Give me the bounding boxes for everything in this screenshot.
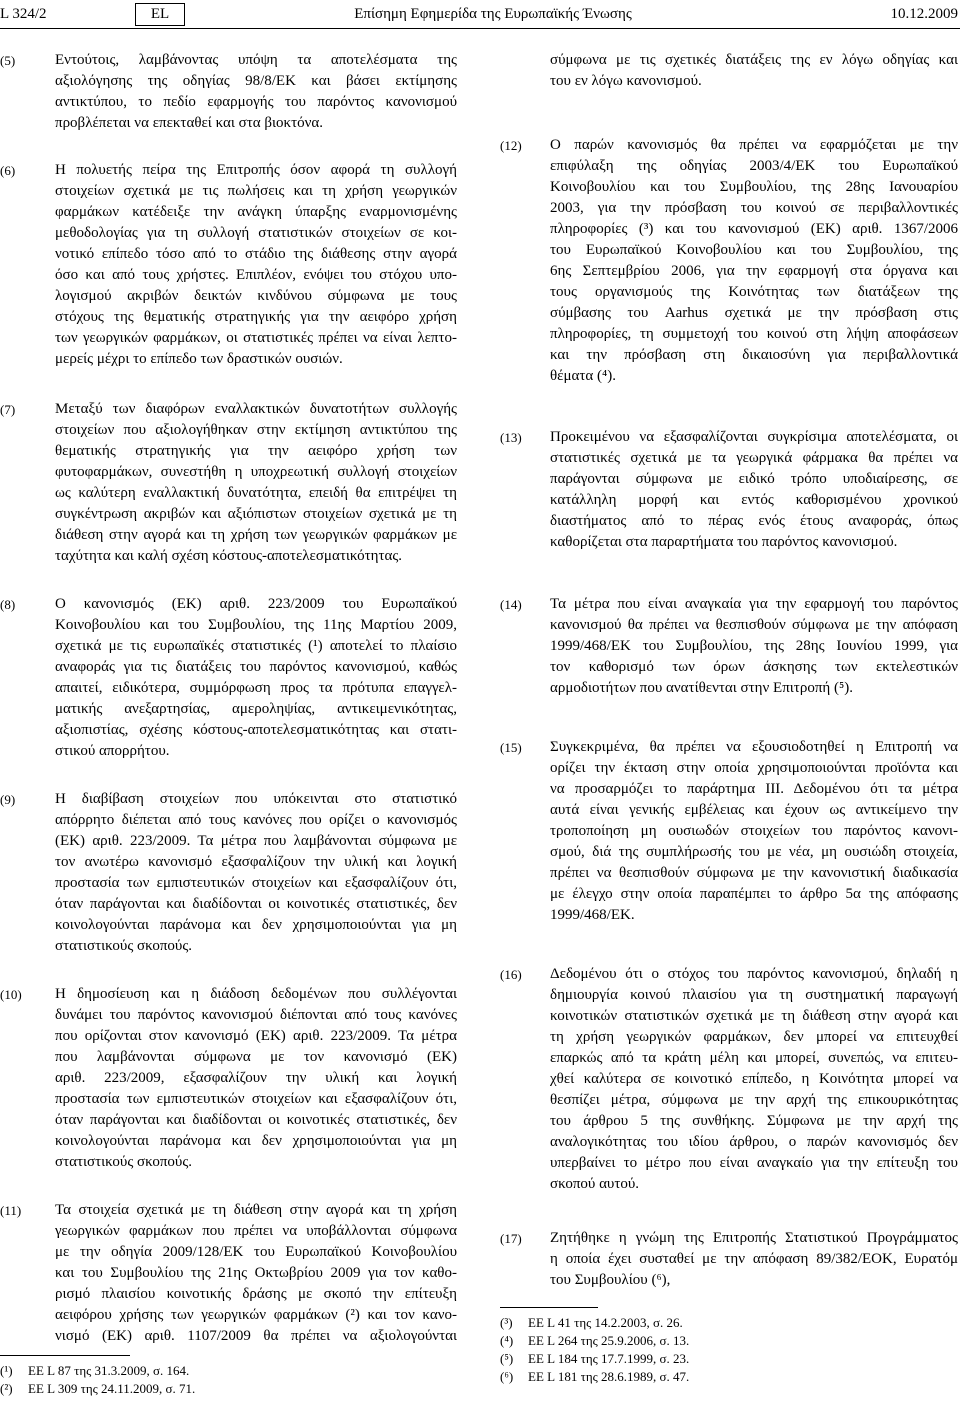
text-line: ταχύτητα και καλή σχέση κόστους-αποτελεσματικότητας. — [55, 548, 403, 564]
text-line: Ο παρών κανονισμός θα πρέπει να εφαρμόζεται με την — [550, 137, 958, 153]
recital-number: (7) — [0, 402, 16, 417]
footnote-marker: (¹) — [0, 1363, 13, 1378]
text-line: Συγκεκριμένα, θα πρέπει να εξουσιοδοτηθεί η Επιτροπή να — [550, 739, 958, 755]
text-line: 2003, για την πρόσβαση του κοινού σε περιβαλλοντικές — [550, 200, 958, 216]
recital-text — [55, 594, 457, 762]
text-line: στόχους της θεματικής στρατηγικής για την αειφόρο χρήση — [55, 309, 457, 325]
footnote-marker: (⁵) — [500, 1351, 514, 1366]
text-line: σύμβασης του Aarhus σχετικά με την πρόσβαση στις — [550, 305, 958, 321]
text-line: στικού απορρήτου. — [55, 743, 170, 759]
text-line: φαρμάκων κατέδειξε την ανάγκη ύπαρξης εναρμονισμένης — [55, 204, 457, 220]
recital-number: (10) — [0, 987, 22, 1002]
footnote-rule — [0, 1355, 130, 1356]
publication-date: 10.12.2009 — [890, 6, 958, 22]
footnote-marker: (²) — [0, 1381, 13, 1396]
text-line: Εντούτοις, λαμβάνοντας υπόψη τα αποτελέσματα της — [55, 52, 457, 68]
footnotes-right — [500, 1314, 689, 1386]
text-line: αντικτύπου, το πεδίο εφαρμογής του παρόντος κανονισμού — [55, 94, 457, 110]
text-line: τον καθορισμό των όρων άσκησης των εκτελεστικών — [550, 659, 958, 675]
text-line: Κοινοβουλίου και του Συμβουλίου, της 11ης Μαρτίου 2009, — [55, 617, 457, 633]
text-line: Ο κανονισμός (ΕΚ) αριθ. 223/2009 του Ευρωπαϊκού — [55, 596, 457, 612]
text-line: ως καλύτερη εναλλακτική δυνατότητα, επειδή θα επιτρέψει τη — [55, 485, 457, 501]
recital-number: (6) — [0, 163, 16, 178]
text-line: ματικής ανεξαρτησίας, αμεροληψίας, αντικειμενικότητας, — [55, 701, 457, 717]
footnote-marker: (⁴) — [500, 1333, 514, 1348]
text-line: απόρρητο διέπεται από τους κανόνες που ορίζει ο κανονισμός — [55, 812, 457, 828]
text-line: θέματα (⁴). — [550, 368, 616, 384]
text-line: Δεδομένου ότι ο στόχος του παρόντος κανονισμού, δηλαδή η — [550, 966, 958, 982]
text-line: Τα μέτρα που είναι αναγκαία για την εφαρμογή του παρόντος — [550, 596, 958, 612]
text-line: του άρθρου 5 της συνθήκης. Σύμφωνα με την αρχή της — [550, 1113, 958, 1129]
text-line: αειφόρου χρήσης των γεωργικών φαρμάκων (²) και τον κανο- — [55, 1307, 457, 1323]
text-line: ρισμό πλαισίου κοινοτικής δράσης με σκοπό την επίτευξη — [55, 1286, 457, 1302]
text-line: η οποία έχει συσταθεί με την απόφαση 89/382/ΕΟΚ, Ευρατόμ — [550, 1251, 958, 1267]
text-line: θεσπίζει μέτρα, σύμφωνα με την αρχή της επικουρικότητας — [550, 1092, 958, 1108]
footnote-text: ΕΕ L 184 της 17.7.1999, σ. 23. — [528, 1351, 690, 1366]
recital-number: (14) — [500, 597, 522, 612]
footnote-marker: (⁶) — [500, 1369, 514, 1384]
recital-text — [550, 427, 958, 553]
text-line: κανονισμού θα πρέπει να θεσπισθούν σύμφωνα με την απόφαση — [550, 617, 958, 633]
recital-number: (9) — [0, 792, 16, 807]
text-line: δυνάμει του παρόντος κανονισμού διέπονται από τους κανόνες — [55, 1007, 457, 1023]
footnote — [0, 1362, 195, 1380]
text-line: στατιστικούς σκοπούς. — [55, 1154, 193, 1170]
text-line: προστασία των εμπιστευτικών στοιχείων και εξασφαλίζουν ότι, — [55, 875, 457, 891]
text-line: Τα στοιχεία σχετικά με τη διάθεση στην αγορά και τη χρήση — [55, 1202, 457, 1218]
text-line: Κοινοβουλίου και του Συμβουλίου, της 28ης Ιανουαρίου — [550, 179, 958, 195]
text-line: των γεωργικών φαρμάκων, οι στατιστικές πρέπει να είναι λεπτο- — [55, 330, 457, 346]
text-line: θεματικής στρατηγικής για την αειφόρο χρήση των — [55, 443, 457, 459]
recital-text — [550, 50, 958, 92]
text-line: σχετικά με τις ευρωπαϊκές στατιστικές (¹) αποτελεί το πλαίσιο — [55, 638, 457, 654]
text-line: κοινοτικών στατιστικών σχετικά με τη διάθεση στην αγορά και — [550, 1008, 958, 1024]
text-line: γεωργικών φαρμάκων που πρέπει να υποβάλλονται σύμφωνα — [55, 1223, 457, 1239]
recital-text — [550, 964, 958, 1195]
footnote — [500, 1314, 689, 1332]
text-line: 1999/468/ΕΚ. — [550, 907, 635, 923]
text-line: στατιστικούς σκοπούς. — [55, 938, 193, 954]
text-line: συγκέντρωση ακριβών και αξιόπιστων στοιχείων σχετικά με τη — [55, 506, 457, 522]
footnote-text: ΕΕ L 181 της 28.6.1989, σ. 47. — [528, 1369, 690, 1384]
text-line: παράγονται σύμφωνα με ειδικό τρόπο υποδιαίρεσης, σε — [550, 471, 958, 487]
recital-text — [550, 594, 958, 699]
footnote-rule — [500, 1307, 598, 1308]
recital-text — [55, 399, 457, 567]
header-rule — [0, 28, 960, 29]
text-line: αξιοπιστίας, σχέσης κόστους-αποτελεσματικότητας και στατι- — [55, 722, 457, 738]
text-line: σύμφωνα με τις σχετικές διατάξεις της εν λόγω οδηγίας και — [550, 52, 958, 68]
recital-text — [550, 737, 958, 926]
recital-number: (11) — [0, 1203, 22, 1218]
recital-text — [55, 984, 457, 1173]
footnote-text: ΕΕ L 309 της 24.11.2009, σ. 71. — [28, 1381, 196, 1396]
text-line: 6ης Σεπτεμβρίου 2006, για την εφαρμογή στα όργανα και — [550, 263, 958, 279]
recital-number: (12) — [500, 138, 522, 153]
text-line: Προκειμένου να εξασφαλίζονται συγκρίσιμα αποτελέσματα, οι — [550, 429, 958, 445]
text-line: τροποποίηση μη ουσιωδών στοιχείων του παρόντος κανονι- — [550, 823, 958, 839]
text-line: φυτοφαρμάκων, συνεστήθη η υποχρεωτική συλλογή στοιχείων — [55, 464, 457, 480]
footnote-text: ΕΕ L 264 της 25.9.2006, σ. 13. — [528, 1333, 690, 1348]
text-line: και του Συμβουλίου της 21ης Οκτωβρίου 2009 για τον καθο- — [55, 1265, 457, 1281]
text-line: σμού, διά της συμπλήρωσής του με νέα, μη ουσιώδη στοιχεία, — [550, 844, 958, 860]
text-line: του Ευρωπαϊκού Κοινοβουλίου και του Συμβουλίου, της — [550, 242, 958, 258]
text-line: υπερβαίνει το μέτρο που είναι αναγκαίο για την επίτευξη του — [550, 1155, 958, 1171]
footnote-marker: (³) — [500, 1315, 513, 1330]
text-line: τον ανωτέρω κανονισμό εξασφαλίζουν την υλική και λογική — [55, 854, 457, 870]
text-line: μερείς μέχρι το επίπεδο των δραστικών ουσιών. — [55, 351, 343, 367]
journal-title: Επίσημη Εφημερίδα της Ευρωπαϊκής Ένωσης — [354, 6, 632, 22]
recital-text — [550, 135, 958, 387]
text-line: απαιτεί, ειδικότερα, συμμόρφωση προς τα πρότυπα επαγγελ- — [55, 680, 457, 696]
text-line: στοιχείων που αξιολογήθηκαν στην εκτίμηση αντικτύπου της — [55, 422, 457, 438]
recital-number: (5) — [0, 53, 16, 68]
text-line: (ΕΚ) αριθ. 223/2009. Τα μέτρα που λαμβάνονται σύμφωνα με — [55, 833, 457, 849]
text-line: διάθεση στην αγορά και τη χρήση των γεωργικών φαρμάκων με — [55, 527, 457, 543]
text-line: νοτικό επίπεδο τόσο από το στάδιο της διάθεσης στην αγορά — [55, 246, 457, 262]
text-line: λογισμού ακριβών δεικτών κινδύνου σύμφωνα με τους — [55, 288, 457, 304]
text-line: να προσαρμόζει το παράρτημα ΙΙΙ. Δεδομένου ότι τα μέτρα — [550, 781, 958, 797]
text-line: στατιστικές σχετικά με τα γεωργικά φάρμακα θα πρέπει να — [550, 450, 958, 466]
recital-number: (13) — [500, 430, 522, 445]
recital-text — [55, 789, 457, 957]
text-line: πρέπει να θεσπισθούν σύμφωνα με την κανονιστική διαδικασία — [550, 865, 958, 881]
recital-text — [55, 160, 457, 370]
footnote-text: ΕΕ L 41 της 14.2.2003, σ. 26. — [528, 1315, 683, 1330]
text-line: χθεί καλύτερα σε κοινοτικό επίπεδο, η Κοινότητα μπορεί να — [550, 1071, 958, 1087]
text-line: αριθ. 223/2009, εξασφαλίζουν την υλική και λογική — [55, 1070, 457, 1086]
text-line: προβλέπεται να επεκταθεί και στα βιοκτόνα. — [55, 115, 324, 131]
text-line: αναλογικότητας του ιδίου άρθρου, ο παρών κανονισμός δεν — [550, 1134, 958, 1150]
text-line: νισμό (ΕΚ) αριθ. 1107/2009 θα πρέπει να αξιολογούνται — [55, 1328, 457, 1344]
text-line: τους οργανισμούς της Κοινότητας των διατάξεων της — [550, 284, 958, 300]
footnote — [500, 1350, 689, 1368]
text-line: 1999/468/ΕΚ του Συμβουλίου, της 28ης Ιουνίου 1999, για — [550, 638, 958, 654]
text-line: πληροφορίες (³) και του κανονισμού (ΕΚ) αριθ. 1367/2006 — [550, 221, 958, 237]
text-line: μεθοδολογίας για τη συλλογή στατιστικών στοιχείων σε κοι- — [55, 225, 457, 241]
recital-text — [55, 50, 457, 134]
text-line: Ζητήθηκε η γνώμη της Επιτροπής Στατιστικού Προγράμματος — [550, 1230, 958, 1246]
text-line: που λαμβάνονται σύμφωνα με τον κανονισμό (ΕΚ) — [55, 1049, 457, 1065]
text-line: δημιουργία κοινού πλαισίου για τη συστηματική παραγωγή — [550, 987, 958, 1003]
text-line: αξιολόγησης της οδηγίας 98/8/ΕΚ και βάσει εκτίμησης — [55, 73, 457, 89]
text-line: αναφοράς για τις διατάξεις του παρόντος κανονισμού, καθώς — [55, 659, 457, 675]
text-line: πληροφορίες, τη συμμετοχή του κοινού στη λήψη αποφάσεων — [550, 326, 958, 342]
language-badge: EL — [135, 3, 185, 26]
text-line: όταν παράγονται και διαδίδονται οι κοινοτικές στατιστικές, δεν — [55, 1112, 457, 1128]
footnote — [500, 1368, 689, 1386]
text-line: Η διαβίβαση στοιχείων που υπόκεινται στο στατιστικό — [55, 791, 457, 807]
text-line: με την οδηγία 2009/128/ΕΚ του Ευρωπαϊκού Κοινοβουλίου — [55, 1244, 457, 1260]
text-line: διαστήματος από το πέρας ενός έτους αναφοράς, όπως — [550, 513, 958, 529]
page-reference: L 324/2 — [0, 6, 47, 22]
text-line: που ορίζονται στον κανονισμό (ΕΚ) αριθ. 223/2009. Τα μέτρα — [55, 1028, 457, 1044]
text-line: και την πρόσβαση στη δικαιοσύνη για περιβαλλοντικά — [550, 347, 958, 363]
text-line: καθορίζεται στα παραρτήματα του παρόντος κανονισμού. — [550, 534, 898, 550]
text-line: του Συμβουλίου (⁶), — [550, 1272, 671, 1288]
text-line: όσο και από τους χρήστες. Επιπλέον, ενόψει του στόχου υπο- — [55, 267, 457, 283]
text-line: σκοπού αυτού. — [550, 1176, 640, 1192]
text-line: ορίζει την έκταση στην οποία χρησιμοποιούνται προϊόντα και — [550, 760, 958, 776]
text-line: κατάλληλη μορφή και εντός καθορισμένου χρονικού — [550, 492, 958, 508]
recital-text — [55, 1200, 457, 1347]
recital-number: (15) — [500, 740, 522, 755]
text-line: επαρκώς από τα κράτη μέλη και μπορεί, συνεπώς, να επιτευ- — [550, 1050, 958, 1066]
footnote-text: ΕΕ L 87 της 31.3.2009, σ. 164. — [28, 1363, 190, 1378]
text-line: κοινολογούνται παράνομα και δεν χρησιμοποιούνται για μη — [55, 1133, 457, 1149]
text-line: όταν παράγονται και διαδίδονται οι κοινοτικές στατιστικές, δεν — [55, 896, 457, 912]
text-line: Μεταξύ των διαφόρων εναλλακτικών δυνατοτήτων συλλογής — [55, 401, 457, 417]
text-line: Η δημοσίευση και η διάδοση δεδομένων που συλλέγονται — [55, 986, 457, 1002]
text-line: επιφύλαξη της οδηγίας 2003/4/ΕΚ του Ευρωπαϊκού — [550, 158, 958, 174]
recital-number: (8) — [0, 597, 16, 612]
footnote — [0, 1380, 195, 1398]
text-line: Η πολυετής πείρα της Επιτροπής όσον αφορά τη συλλογή — [55, 162, 457, 178]
footnote — [500, 1332, 689, 1350]
text-line: αρμοδιοτήτων που ανατίθενται στην Επιτροπή (⁵). — [550, 680, 853, 696]
footnotes-left — [0, 1362, 195, 1398]
recital-number: (17) — [500, 1231, 522, 1246]
text-line: του εν λόγω κανονισμού. — [550, 73, 702, 89]
text-line: με έλεγχο στην οποία παραπέμπει το άρθρο 5α της απόφασης — [550, 886, 958, 902]
text-line: στοιχείων σχετικά με τις πωλήσεις και τη χρήση γεωργικών — [55, 183, 457, 199]
text-line: προστασία των εμπιστευτικών στοιχείων και εξασφαλίζουν ότι, — [55, 1091, 457, 1107]
text-line: αυτά είναι γενικής εμβέλειας και έχουν ως αντικείμενο την — [550, 802, 958, 818]
text-line: κοινολογούνται παράνομα και δεν χρησιμοποιούνται για μη — [55, 917, 457, 933]
recital-text — [550, 1228, 958, 1291]
recital-number: (16) — [500, 967, 522, 982]
text-line: τη χρήση γεωργικών φαρμάκων, δεν μπορεί να επιτευχθεί — [550, 1029, 958, 1045]
